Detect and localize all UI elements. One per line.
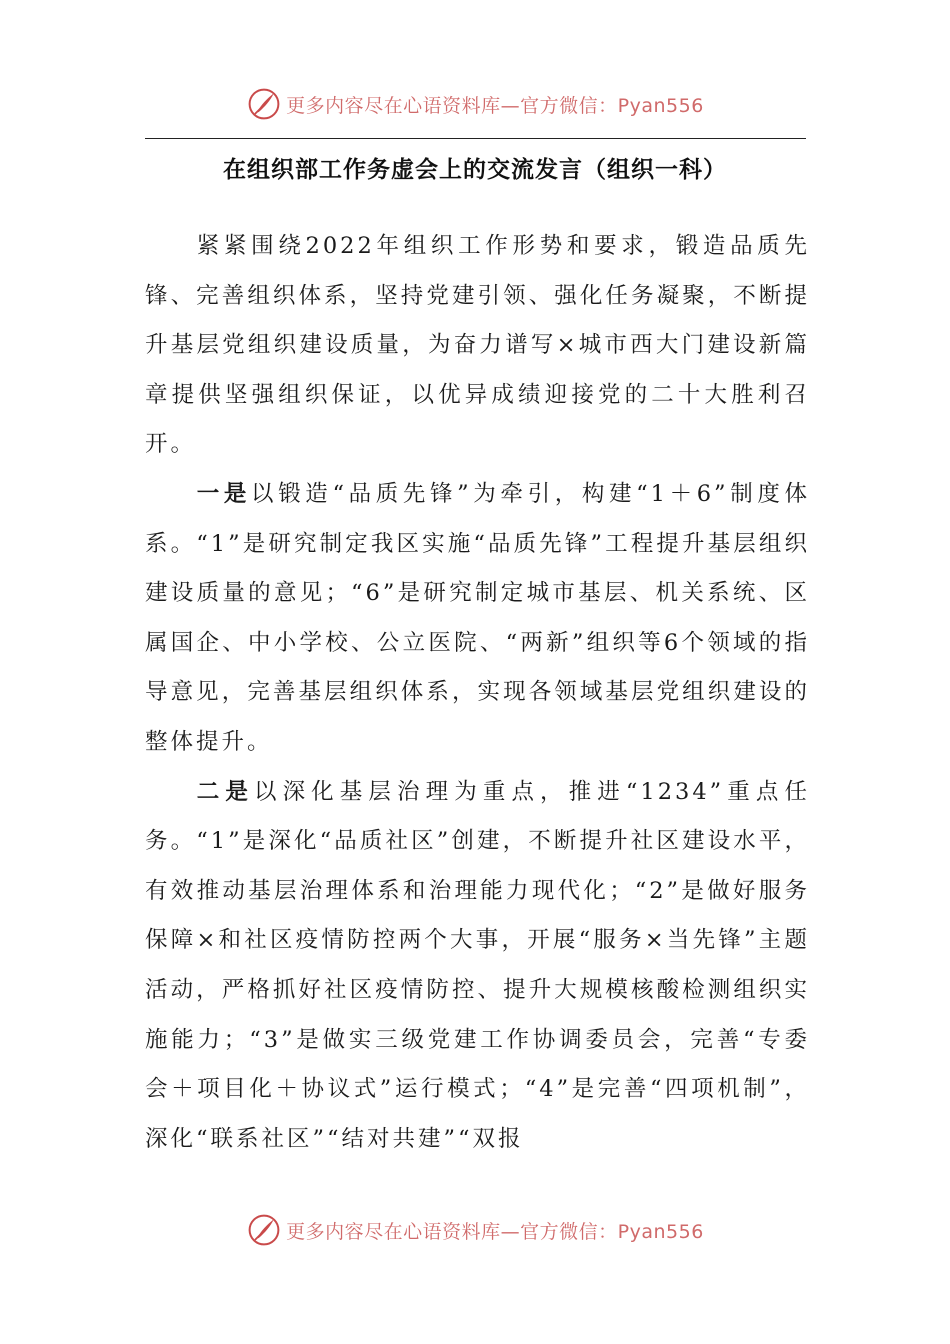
watermark-text: 更多内容尽在心语资料库—官方微信：Pyan556 [286, 94, 704, 117]
document-title: 在组织部工作务虚会上的交流发言（组织一科） [223, 157, 727, 183]
paragraph-text: 紧紧围绕2022年组织工作形势和要求，锻造品质先锋、完善组织体系，坚持党建引领、强化任务凝聚，不断提升基层党组织建设质量，为奋力谱写×城市西大门建设新篇章提供坚强组织保证，以优异成绩迎接党的二十大胜利召开。 [145, 233, 810, 458]
watermark-text: 更多内容尽在心语资料库—官方微信：Pyan556 [286, 1220, 704, 1243]
paragraph-text: 以锻造“品质先锋”为牵引，构建“1＋6”制度体系。“1”是研究制定我区实施“品质先锋”工程提升基层组织建设质量的意见；“6”是研究制定城市基层、机关系统、区属国企、中小学校、公立医院、“两新”组织等6个领域的指导意见，完善基层组织体系，实现各领域基层党组织建设的整体提升。 [145, 480, 810, 755]
watermark-top [0, 82, 950, 126]
paragraph-point-one [145, 470, 810, 768]
paragraph-lead: 二是 [196, 778, 254, 805]
paragraph-point-two [145, 768, 810, 1165]
paragraph-intro [145, 222, 810, 470]
paragraph-lead: 一是 [196, 480, 252, 507]
document-body [145, 222, 810, 1164]
quill-logo-icon [246, 86, 282, 122]
header-divider [145, 138, 806, 139]
watermark-bottom [0, 1208, 950, 1252]
quill-logo-icon [246, 1212, 282, 1248]
paragraph-text: 以深化基层治理为重点，推进“1234”重点任务。“1”是深化“品质社区”创建，不断提升社区建设水平，有效推动基层治理体系和治理能力现代化；“2”是做好服务保障×和社区疫情防控两个大事，开展“服务×当先锋”主题活动，严格抓好社区疫情防控、提升大规模核酸检测组织实施能力；“3”是做实三级党建工作协调委员会，完善“专委会＋项目化＋协议式”运行模式；“4”是完善“四项机制”，深化“联系社区”“结对共建”“双报 [145, 778, 810, 1152]
